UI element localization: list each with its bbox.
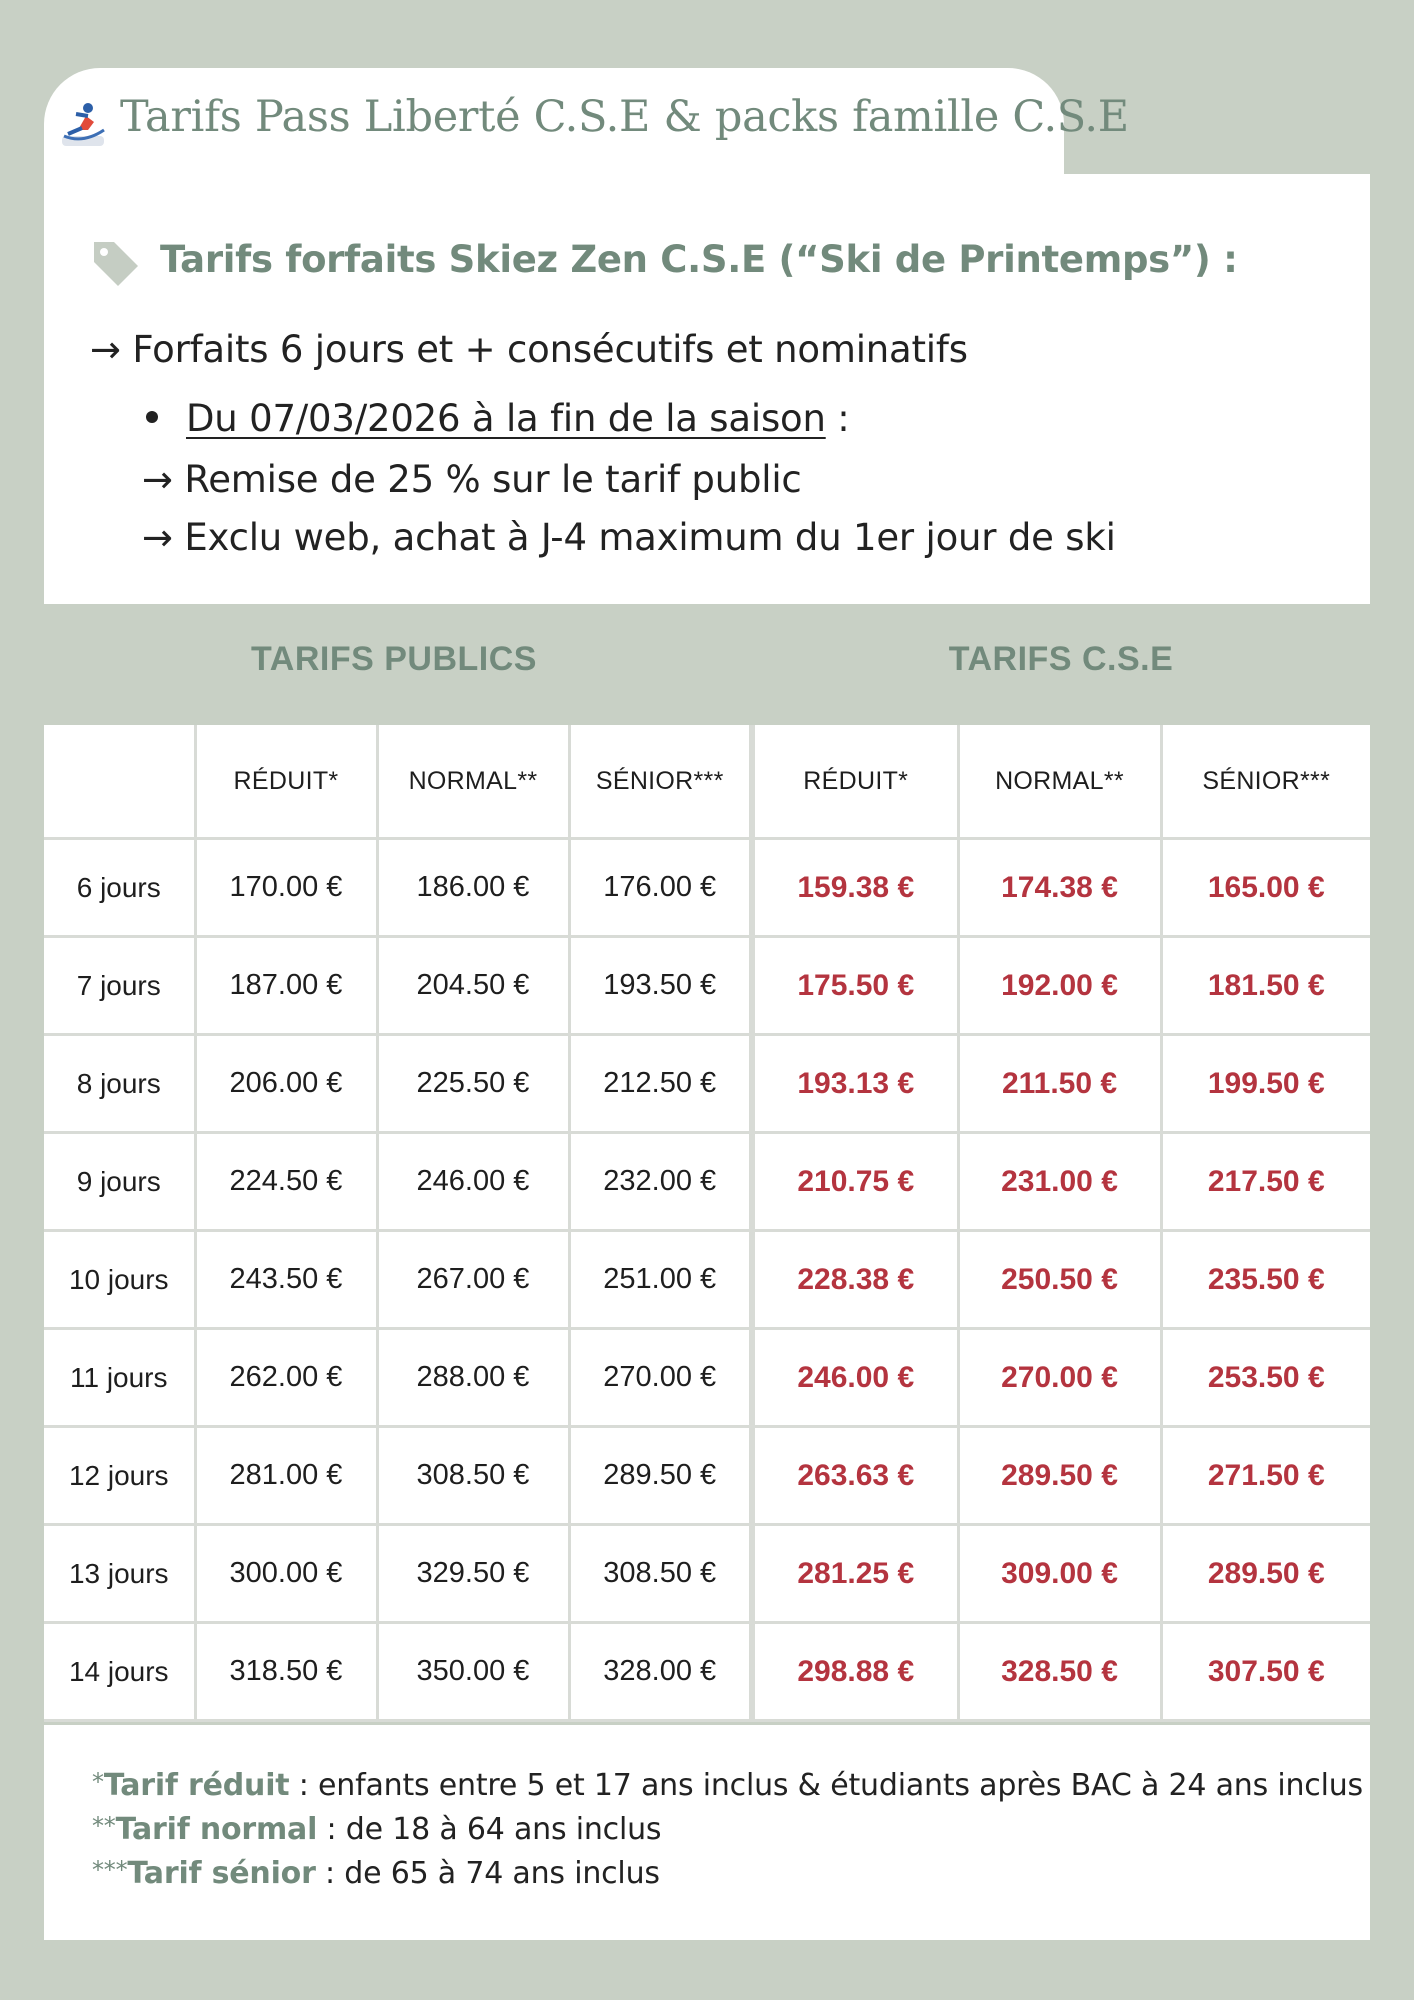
cse-price-cell: 181.50 € [1161, 937, 1370, 1035]
price-table [44, 725, 1370, 1722]
column-header: RÉDUIT* [195, 725, 377, 839]
footnote [92, 1856, 660, 1891]
public-price-cell: 318.50 € [195, 1623, 377, 1721]
cse-price-cell: 199.50 € [1161, 1035, 1370, 1133]
public-price-cell: 243.50 € [195, 1231, 377, 1329]
cse-price-cell: 271.50 € [1161, 1427, 1370, 1525]
public-price-cell: 206.00 € [195, 1035, 377, 1133]
cse-price-cell: 281.25 € [752, 1525, 958, 1623]
column-header: SÉNIOR*** [569, 725, 752, 839]
offer-heading: Tarifs forfaits Skiez Zen C.S.E (“Ski de Printemps”) : [160, 238, 1238, 281]
public-price-cell: 212.50 € [569, 1035, 752, 1133]
public-price-cell: 251.00 € [569, 1231, 752, 1329]
page-title: Tarifs Pass Liberté C.S.E & packs famille C.S.E [120, 92, 1129, 142]
cse-price-cell: 210.75 € [752, 1133, 958, 1231]
cse-price-cell: 263.63 € [752, 1427, 958, 1525]
column-header: SÉNIOR*** [1161, 725, 1370, 839]
cse-price-cell: 175.50 € [752, 937, 958, 1035]
table-row [44, 1231, 1370, 1329]
public-price-cell: 328.00 € [569, 1623, 752, 1721]
public-price-cell: 187.00 € [195, 937, 377, 1035]
public-price-cell: 186.00 € [377, 839, 569, 937]
table-row [44, 1525, 1370, 1623]
column-header: NORMAL** [958, 725, 1161, 839]
footnote-stars: * [92, 1768, 104, 1796]
table-row [44, 1427, 1370, 1525]
group-title-public: TARIFS PUBLICS [251, 640, 537, 678]
footnote-stars: ** [92, 1812, 116, 1840]
cse-price-cell: 309.00 € [958, 1525, 1161, 1623]
cse-price-cell: 193.13 € [752, 1035, 958, 1133]
cse-price-cell: 174.38 € [958, 839, 1161, 937]
group-title-cse: TARIFS C.S.E [948, 640, 1174, 678]
cse-price-cell: 217.50 € [1161, 1133, 1370, 1231]
skier-icon [58, 100, 108, 150]
public-price-cell: 308.50 € [569, 1525, 752, 1623]
cse-price-cell: 165.00 € [1161, 839, 1370, 937]
public-price-cell: 224.50 € [195, 1133, 377, 1231]
footnote-text: : de 18 à 64 ans inclus [317, 1812, 662, 1847]
cse-price-cell: 307.50 € [1161, 1623, 1370, 1721]
public-price-cell: 288.00 € [377, 1329, 569, 1427]
cse-price-cell: 270.00 € [958, 1329, 1161, 1427]
public-price-cell: 308.50 € [377, 1427, 569, 1525]
offer-period-dates: Du 07/03/2026 à la fin de la saison [186, 397, 826, 440]
footnote-text: : de 65 à 74 ans inclus [315, 1856, 660, 1891]
public-price-cell: 350.00 € [377, 1623, 569, 1721]
duration-cell: 8 jours [44, 1035, 195, 1133]
offer-period [146, 397, 850, 440]
column-header: RÉDUIT* [752, 725, 958, 839]
footnote-stars: *** [92, 1856, 128, 1884]
public-price-cell: 225.50 € [377, 1035, 569, 1133]
footnote-term: Tarif sénior [127, 1856, 316, 1891]
public-price-cell: 262.00 € [195, 1329, 377, 1427]
public-price-cell: 170.00 € [195, 839, 377, 937]
footnote [92, 1812, 661, 1847]
duration-cell: 10 jours [44, 1231, 195, 1329]
duration-cell: 7 jours [44, 937, 195, 1035]
column-header: NORMAL** [377, 725, 569, 839]
cse-price-cell: 231.00 € [958, 1133, 1161, 1231]
public-price-cell: 270.00 € [569, 1329, 752, 1427]
duration-cell: 11 jours [44, 1329, 195, 1427]
price-tag-icon [90, 236, 142, 288]
public-price-cell: 267.00 € [377, 1231, 569, 1329]
footnote [92, 1768, 1363, 1803]
column-header [44, 725, 195, 839]
public-price-cell: 193.50 € [569, 937, 752, 1035]
cse-price-cell: 328.50 € [958, 1623, 1161, 1721]
cse-price-cell: 289.50 € [958, 1427, 1161, 1525]
table-row [44, 937, 1370, 1035]
footnote-text: : enfants entre 5 et 17 ans inclus & étudiants après BAC à 24 ans inclus [289, 1768, 1363, 1803]
offer-period-suffix: : [825, 397, 850, 440]
table-row [44, 1329, 1370, 1427]
public-price-cell: 232.00 € [569, 1133, 752, 1231]
table-header-row [44, 725, 1370, 839]
duration-cell: 9 jours [44, 1133, 195, 1231]
cse-price-cell: 159.38 € [752, 839, 958, 937]
cse-price-cell: 211.50 € [958, 1035, 1161, 1133]
public-price-cell: 281.00 € [195, 1427, 377, 1525]
table-row [44, 1623, 1370, 1721]
table-row [44, 1035, 1370, 1133]
duration-cell: 12 jours [44, 1427, 195, 1525]
bullet-dot [146, 411, 158, 423]
footnote-term: Tarif réduit [103, 1768, 290, 1803]
cse-price-cell: 289.50 € [1161, 1525, 1370, 1623]
duration-cell: 13 jours [44, 1525, 195, 1623]
duration-cell: 6 jours [44, 839, 195, 937]
duration-cell: 14 jours [44, 1623, 195, 1721]
public-price-cell: 329.50 € [377, 1525, 569, 1623]
offer-line-discount: → Remise de 25 % sur le tarif public [142, 458, 802, 501]
cse-price-cell: 253.50 € [1161, 1329, 1370, 1427]
cse-price-cell: 235.50 € [1161, 1231, 1370, 1329]
offer-line-packages: → Forfaits 6 jours et + consécutifs et nominatifs [90, 328, 968, 371]
table-row [44, 839, 1370, 937]
public-price-cell: 204.50 € [377, 937, 569, 1035]
cse-price-cell: 192.00 € [958, 937, 1161, 1035]
cse-price-cell: 298.88 € [752, 1623, 958, 1721]
cse-price-cell: 246.00 € [752, 1329, 958, 1427]
footnote-term: Tarif normal [115, 1812, 318, 1847]
public-price-cell: 246.00 € [377, 1133, 569, 1231]
public-price-cell: 176.00 € [569, 839, 752, 937]
table-row [44, 1133, 1370, 1231]
cse-price-cell: 250.50 € [958, 1231, 1161, 1329]
cse-price-cell: 228.38 € [752, 1231, 958, 1329]
offer-line-web: → Exclu web, achat à J-4 maximum du 1er jour de ski [142, 516, 1116, 559]
public-price-cell: 300.00 € [195, 1525, 377, 1623]
public-price-cell: 289.50 € [569, 1427, 752, 1525]
